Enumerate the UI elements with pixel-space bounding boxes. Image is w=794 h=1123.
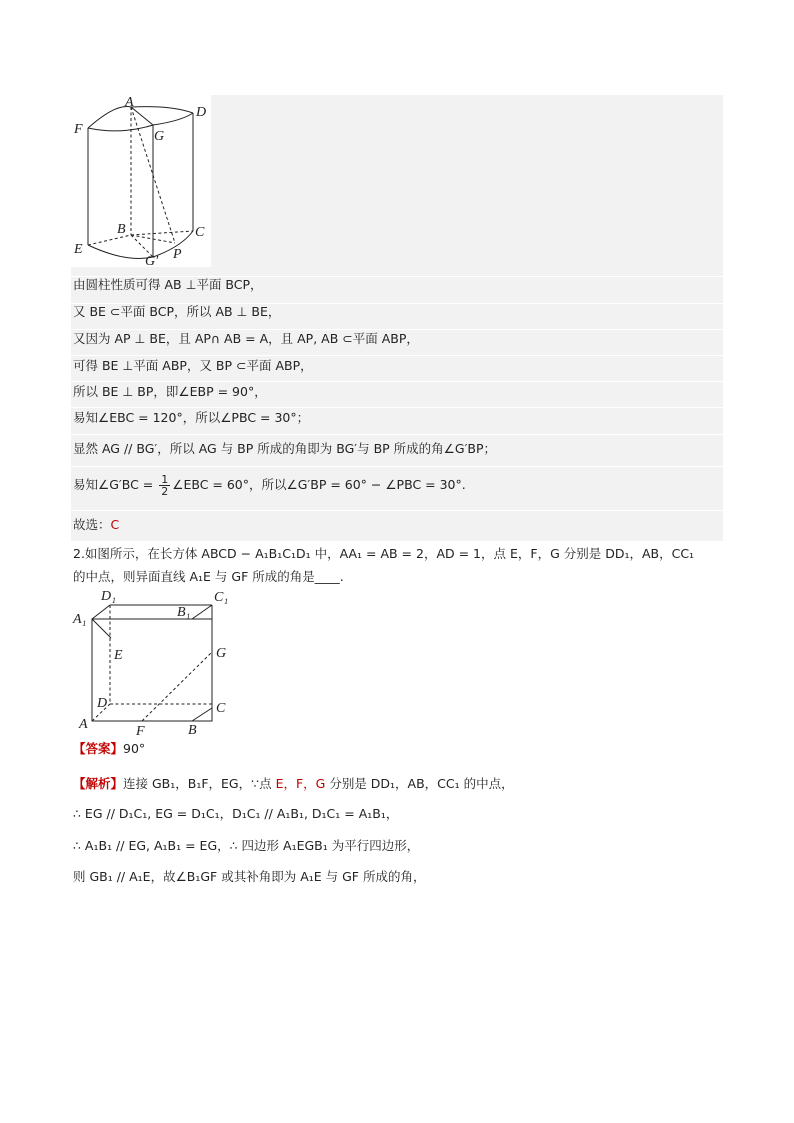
line8-prefix: 易知∠G′BC = bbox=[73, 477, 158, 492]
solution-line-2: 又 BE ⊂平面 BCP，所以 AB ⊥ BE， bbox=[73, 304, 281, 319]
label-D: D bbox=[196, 105, 207, 120]
label-G: G bbox=[216, 646, 227, 661]
row-divider bbox=[71, 355, 723, 356]
analysis-line1-pre: 连接 GB₁，B₁F，EG，∵点 bbox=[123, 776, 276, 791]
fraction-one-half bbox=[159, 474, 170, 497]
label-B1: B₁ bbox=[177, 605, 191, 620]
fraction-numerator: 1 bbox=[161, 473, 169, 486]
solution-line-1: 由圆柱性质可得 AB ⊥平面 BCP， bbox=[73, 277, 263, 292]
row-divider bbox=[71, 329, 723, 330]
answer-value: 90° bbox=[123, 741, 146, 756]
solution-line-7: 显然 AG // BG′，所以 AG 与 BP 所成的角即为 BG′与 BP 所成的角∠G′BP； bbox=[73, 441, 497, 456]
analysis-points: E，F，G bbox=[275, 776, 326, 791]
analysis-tag: 【解析】 bbox=[73, 776, 124, 791]
row-divider bbox=[71, 510, 723, 511]
solution-line-5: 所以 BE ⊥ BP，即∠EBP = 90°， bbox=[73, 384, 267, 399]
choice-line bbox=[73, 517, 119, 533]
cuboid-figure bbox=[71, 586, 241, 738]
solution-line-6: 易知∠EBC = 120°，所以∠PBC = 30°； bbox=[73, 410, 310, 425]
row-divider bbox=[71, 381, 723, 382]
analysis-line-4: 则 GB₁ // A₁E，故∠B₁GF 或其补角即为 A₁E 与 GF 所成的角， bbox=[73, 869, 426, 884]
label-G-prime: G′ bbox=[145, 254, 159, 267]
label-F: F bbox=[136, 724, 145, 738]
analysis-line1-post: 分别是 DD₁，AB，CC₁ 的中点， bbox=[325, 776, 514, 791]
row-divider bbox=[71, 466, 723, 467]
row-divider bbox=[71, 407, 723, 408]
line8-suffix: ∠EBC = 60°，所以∠G′BP = 60° − ∠PBC = 30°. bbox=[172, 477, 466, 492]
label-A: A bbox=[125, 95, 134, 110]
label-C1: C₁ bbox=[214, 590, 229, 605]
label-D1: D₁ bbox=[101, 589, 116, 604]
fraction-denominator: 2 bbox=[161, 485, 169, 498]
label-F: F bbox=[74, 122, 83, 137]
cylinder-figure bbox=[71, 95, 211, 267]
choice-value: C bbox=[110, 517, 120, 532]
answer-line bbox=[73, 741, 145, 757]
choice-label: 故选： bbox=[73, 517, 111, 532]
label-A: A bbox=[79, 717, 88, 732]
analysis-line-1 bbox=[73, 776, 514, 792]
solution-line-3: 又因为 AP ⊥ BE，且 AP∩ AB = A，且 AP, AB ⊂平面 ABP， bbox=[73, 331, 419, 346]
label-E: E bbox=[114, 648, 123, 663]
label-C: C bbox=[195, 225, 205, 240]
answer-tag: 【答案】 bbox=[73, 741, 124, 756]
label-A1: A₁ bbox=[73, 612, 87, 627]
analysis-line-3: ∴ A₁B₁ // EG, A₁B₁ = EG，∴ 四边形 A₁EGB₁ 为平行四边形， bbox=[73, 838, 420, 853]
solution-line-4: 可得 BE ⊥平面 ABP，又 BP ⊂平面 ABP， bbox=[73, 358, 313, 373]
label-G: G bbox=[154, 129, 165, 144]
problem2-line-2: 的中点，则异面直线 A₁E 与 GF 所成的角是____. bbox=[73, 569, 344, 584]
row-divider bbox=[71, 434, 723, 435]
label-P: P bbox=[173, 247, 182, 262]
label-B: B bbox=[117, 222, 126, 237]
label-D: D bbox=[97, 696, 108, 711]
analysis-line-2: ∴ EG // D₁C₁, EG = D₁C₁，D₁C₁ // A₁B₁, D₁C₁ = A₁B₁， bbox=[73, 806, 399, 821]
solution-line-8 bbox=[73, 474, 466, 497]
label-B: B bbox=[188, 723, 197, 738]
label-E: E bbox=[74, 242, 83, 257]
label-C: C bbox=[216, 701, 226, 716]
problem2-line-1: 2.如图所示，在长方体 ABCD − A₁B₁C₁D₁ 中，AA₁ = AB = 2，AD = 1，点 E，F，G 分别是 DD₁，AB，CC₁ bbox=[73, 546, 695, 561]
